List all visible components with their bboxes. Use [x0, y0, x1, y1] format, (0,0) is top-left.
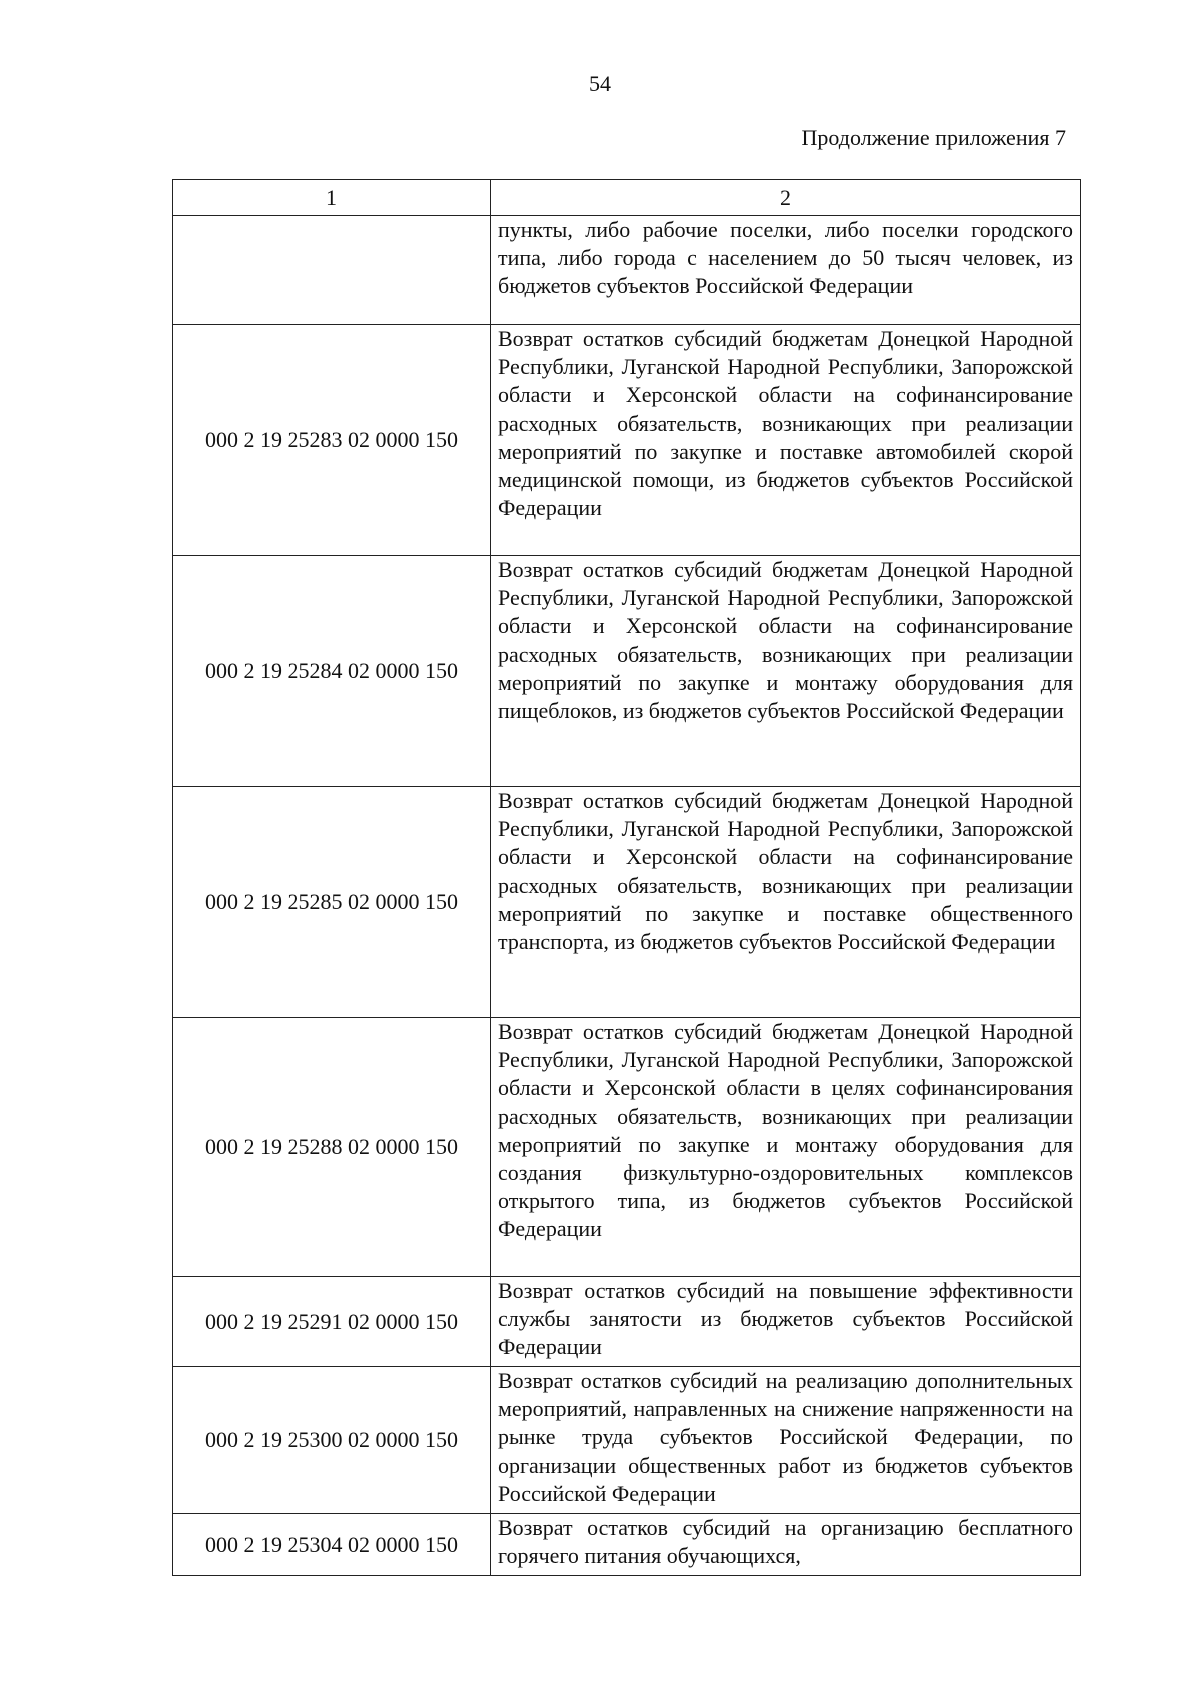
- budget-code-cell: [173, 216, 491, 325]
- budget-code-cell: 000 2 19 25288 02 0000 150: [173, 1018, 491, 1277]
- table-row: [173, 1514, 1081, 1576]
- description-cell: Возврат остатков субсидий бюджетам Донецкой Народной Республики, Луганской Народной Республики, Запорожской области и Херсонской области на софинансирование расходных обязательств, возникающих при реализации мероприятий по закупке и поставке общественного транспорта, из бюджетов субъектов Российской Федерации: [491, 787, 1081, 1018]
- description-cell: Возврат остатков субсидий бюджетам Донецкой Народной Республики, Луганской Народной Республики, Запорожской области и Херсонской области на софинансирование расходных обязательств, возникающих при реализации мероприятий по закупке и монтажу оборудования для пищеблоков, из бюджетов субъектов Российской Федерации: [491, 556, 1081, 787]
- table-row: [173, 1367, 1081, 1514]
- table-row: [173, 556, 1081, 787]
- budget-code-cell: 000 2 19 25304 02 0000 150: [173, 1514, 491, 1576]
- description-cell: Возврат остатков субсидий на повышение эффективности службы занятости из бюджетов субъектов Российской Федерации: [491, 1277, 1081, 1367]
- table-row: [173, 1277, 1081, 1367]
- description-cell: Возврат остатков субсидий на организацию бесплатного горячего питания обучающихся,: [491, 1514, 1081, 1576]
- table-row: [173, 787, 1081, 1018]
- table-header-row: [173, 180, 1081, 216]
- column-header-1: 1: [173, 180, 491, 216]
- description-cell: Возврат остатков субсидий на реализацию дополнительных мероприятий, направленных на снижение напряженности на рынке труда субъектов Российской Федерации, по организации общественных работ из бюджетов субъектов Российской Федерации: [491, 1367, 1081, 1514]
- budget-code-cell: 000 2 19 25291 02 0000 150: [173, 1277, 491, 1367]
- table-row: [173, 1018, 1081, 1277]
- description-cell: Возврат остатков субсидий бюджетам Донецкой Народной Республики, Луганской Народной Республики, Запорожской области и Херсонской области на софинансирование расходных обязательств, возникающих при реализации мероприятий по закупке и поставке автомобилей скорой медицинской помощи, из бюджетов субъектов Российской Федерации: [491, 325, 1081, 556]
- budget-code-cell: 000 2 19 25285 02 0000 150: [173, 787, 491, 1018]
- budget-code-cell: 000 2 19 25283 02 0000 150: [173, 325, 491, 556]
- budget-code-cell: 000 2 19 25300 02 0000 150: [173, 1367, 491, 1514]
- page-number: 54: [589, 71, 611, 96]
- budget-code-cell: 000 2 19 25284 02 0000 150: [173, 556, 491, 787]
- table-row: [173, 216, 1081, 325]
- description-cell: пункты, либо рабочие поселки, либо поселки городского типа, либо города с населением до 50 тысяч человек, из бюджетов субъектов Российской Федерации: [491, 216, 1081, 325]
- table-row: [173, 325, 1081, 556]
- description-cell: Возврат остатков субсидий бюджетам Донецкой Народной Республики, Луганской Народной Республики, Запорожской области и Херсонской области в целях софинансирования расходных обязательств, возникающих при реализации мероприятий по закупке и монтажу оборудования для создания физкультурно-оздоровительных комплексов открытого типа, из бюджетов субъектов Российской Федерации: [491, 1018, 1081, 1277]
- column-header-2: 2: [491, 180, 1081, 216]
- annex-continuation-note: Продолжение приложения 7: [801, 125, 1066, 150]
- budget-codes-table: [172, 179, 1081, 1576]
